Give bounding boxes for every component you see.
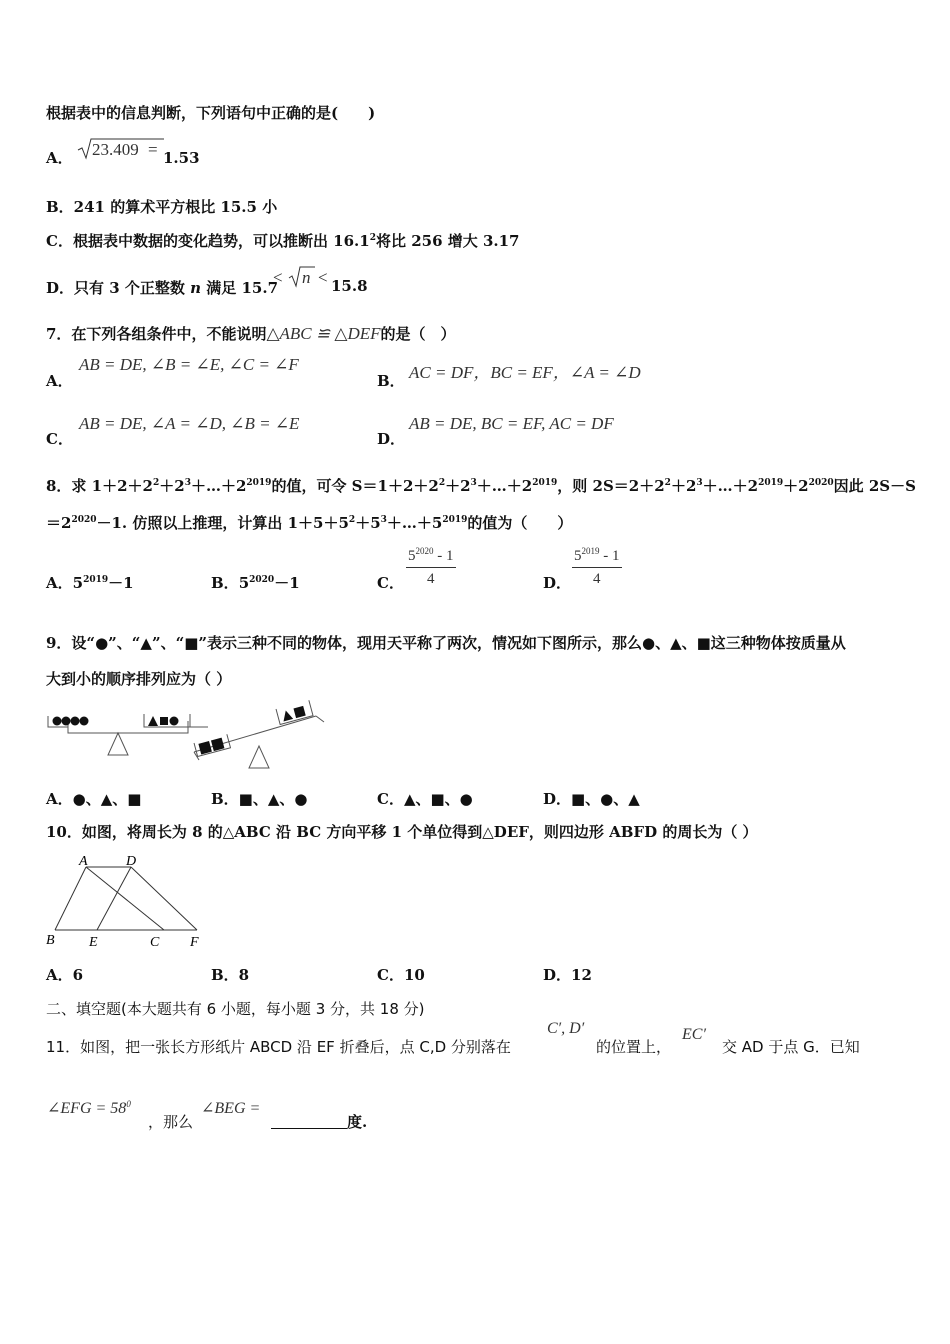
q10-option-d: D．12: [543, 966, 592, 984]
q10-option-c: C．10: [377, 966, 425, 984]
q8-option-a: A．$5^{2019}-1$: [46, 574, 134, 592]
q9-option-c: C．▲、■、●: [377, 790, 473, 808]
q8-option-d-fraction: $\frac{5^{2019} - 1}{4}$: [574, 546, 620, 587]
q7-d-label: D．: [377, 430, 406, 448]
q9-line2: 大到小的顺序排列应为（ ）: [46, 670, 232, 688]
q11-line1-a: 11．如图，把一张长方形纸片 ABCD 沿 EF 折叠后，点 C,D 分别落在: [46, 1038, 511, 1056]
q9-option-b: B．■、▲、●: [211, 790, 308, 808]
section-heading: 二、填空题(本大题共有 6 小题，每小题 3 分，共 18 分): [46, 1000, 425, 1018]
balance-figure: [44, 700, 334, 772]
point-f-label: F: [190, 935, 199, 950]
q8-d-label: D．: [543, 574, 572, 592]
balance-level: [48, 714, 208, 755]
q6-d-sqrt: n: [287, 264, 317, 294]
q10-option-a: A．6: [46, 966, 84, 984]
q9-line1: 9．设“●”、“▲”、“■”表示三种不同的物体，现用天平称了两次，情况如下图所示，那么●、▲、■这三种物体按质量从: [46, 634, 846, 652]
point-d-label: D: [126, 854, 137, 869]
q11-math-ec: EC′: [682, 1026, 706, 1043]
q6-option-c: C．根据表中数据的变化趋势，可以推断出 16.1$^2$将比 256 增大 3.17: [46, 232, 520, 250]
q6-stem: 根据表中的信息判断，下列语句中正确的是( ): [46, 104, 376, 122]
answer-blank[interactable]: [271, 1114, 347, 1129]
q7-stem: 7．在下列各组条件中，不能说明△ABC ≌ △DEF的是（ ）: [46, 324, 456, 343]
q8-option-b: B．$5^{2020}-1$: [211, 574, 300, 592]
q7-c-math: AB = DE, ∠A = ∠D, ∠B = ∠E: [79, 414, 300, 433]
q6-d-end: 15.8: [331, 277, 368, 295]
q10-stem: 10．如图，将周长为 8 的△ABC 沿 BC 方向平移 1 个单位得到△DEF，则四边形 ABFD 的周长为（ ）: [46, 823, 758, 841]
q11-math-efg: ∠EFG = $58^0$: [47, 1099, 131, 1117]
q11-math-beg: ∠BEG =: [201, 1100, 261, 1117]
q8-option-c-fraction: $\frac{5^{2020} - 1}{4}$: [408, 546, 454, 587]
q11-line2-a: ，那么: [148, 1113, 194, 1131]
q11-line1-c: 交 AD 于点 G．已知: [722, 1038, 860, 1056]
q6-option-b: B．241 的算术平方根比 15.5 小: [46, 198, 278, 216]
q7-b-label: B．: [377, 372, 405, 390]
q7-a-label: A．: [46, 372, 73, 390]
q6-option-a-value: 1.53: [163, 149, 200, 167]
q6-d-lt1: <: [273, 268, 283, 287]
q6-option-a: A．: [46, 149, 73, 167]
q8-c-label: C．: [377, 574, 404, 592]
q6-option-a-math: 23.409 =: [76, 136, 166, 166]
balance-tilted: [194, 700, 324, 768]
q7-c-label: C．: [46, 430, 73, 448]
point-e-label: E: [89, 935, 98, 950]
point-b-label: B: [46, 933, 55, 948]
q6-d-lt2: <: [318, 268, 328, 287]
q6-option-d: D．只有 3 个正整数 n 满足 15.7: [46, 279, 279, 297]
q10-figure: [44, 850, 214, 952]
q11-math-cd: C′, D′: [547, 1020, 585, 1037]
q9-option-d: D．■、●、▲: [543, 790, 640, 808]
q11-line1-b: 的位置上，: [596, 1038, 672, 1056]
q7-d-math: AB = DE, BC = EF, AC = DF: [409, 414, 614, 433]
q11-answer-area: 度.: [271, 1111, 367, 1132]
q9-option-a: A．●、▲、■: [46, 790, 142, 808]
q7-b-math: AC = DF，BC = EF，∠A = ∠D: [409, 363, 641, 382]
q8-line1: 8．求 $1+2+2^2+2^3+\dots+2^{2019}$的值，可令 $S=1+2+2^2+2^3+\dots+2^{2019}$，则 $2S=2+2^2+2^3+\dots+2^{2019}+2^{2020}$因此 2S－S: [46, 477, 916, 495]
q7-a-math: AB = DE, ∠B = ∠E, ∠C = ∠F: [79, 355, 299, 374]
point-a-label: A: [79, 854, 88, 869]
point-c-label: C: [150, 935, 160, 950]
q8-line2: $=2^{2020}-1$. 仿照以上推理，计算出 $1+5+5^2+5^3+\dots+5^{2019}$的值为（ ）: [46, 514, 573, 532]
q10-option-b: B．8: [211, 966, 250, 984]
